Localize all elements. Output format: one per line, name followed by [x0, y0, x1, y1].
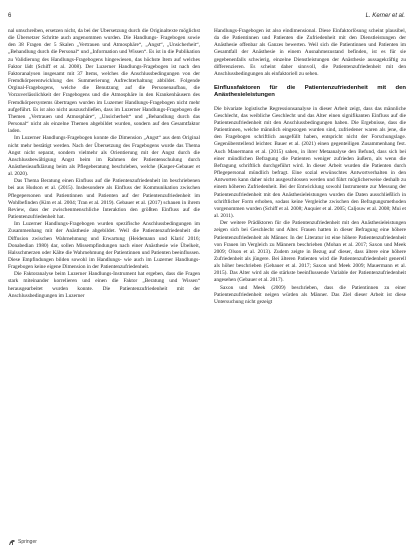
right-column: [214, 28, 406, 528]
paragraph: Das Thema Beratung einen Einfluss auf die Patientenzufriedenheit im beschriebenen bei aus Hudson et al. (2015). Insbesondere als Einfluss der Kommunikation zwischen Pflegepersonen und Patientinnen und Patienten auf der Patientenzufriedenheit im Wohlbefinden (Kim et al. 2004; Tran et al. 2019). Gebauer et al. (2017) schauen in ihrem Review, dass der zwischenmenschliche Interaktion den größten Einfluss auf die Patientenzufriedenheit hat.: [8, 178, 200, 221]
page-footer: [8, 538, 37, 546]
page-number: 6: [8, 13, 12, 19]
left-column: [8, 28, 200, 528]
springer-horse-icon: [8, 539, 16, 546]
paragraph: Die bivariate logistische Regressionsanalyse in dieser Arbeit zeigt, dass das männliche Geschlecht, das weibliche Geschlecht und das Alter einen signifikanten Einfluss auf die Patientenzufriedenheit mit den Anschlussbedingungen haben. Die Ergebnisse, dass die Patientinnen, welche männlich eingezogen wurden sind, zufriedener waren als jene, die den Fragebogen schriftlich ausgefüllt haben, entspricht nicht der Forschungslage. Gegenüberstellend leichter. Bauer et al. (2021) einen gegenteiligen Zusammenhang fest. Auch Mauermann et al. (2015) sahen, in ihrer Metaanalyse den Befund, dass sich bei einer mündlichen Befragung die Patienten weniger zufrieden äußern, als wenn die Befragung schriftlich durchgeführt wird. In dieser Arbeit wurden die Patienten durch Pflegepersonal mündlich befragt. Eine sozial erwünschtes Antwortverhalten in den Antworten kann daher nicht ausgeschlossen werden und führt möglicherweise deshalb zu einem höheren Zufriedenheit. Bei der Entwicklung sowohl Instrumente zur Messung der Patientenzufriedenheit mit den Anästhesieleistungen wurden die Daten ausschließlich in schriftlicher Form erhoben, sodass keine Vergleiche zwischen den Befragungsmethoden vorgenommen wurden (Schiff et al. 2008; Auquier et al. 2005; Caljouw et al. 2008; Mui et al. 2011).: [214, 105, 406, 220]
running-author: L. Kerner et al.: [365, 13, 405, 19]
publisher-name: Springer: [18, 539, 37, 545]
paragraph: Der weitere Prädiktoren für die Patientenzufriedenheit mit den Anästhesieleistungen zeigen sich bei Geschlecht und Alter. Frauen hatten in dieser Befragung eine höhere Patientenzufriedenheit als Männer. In der Literatur ist eine höhere Patientenzufriedenheit von Frauen im Vergleich zu Männern beschrieben (Mohan et al. 2017; Saxon und Meek 2009; Olson et al. 2013). Zudem zeigte in Bezug auf dieser, dass ältere eine höhere Zufriedenheit als jüngere. Bei älteren Patienten wird die Patientenzufriedenheit generell als höher beschrieben (Gebauer et al. 2017; Saxon und Meek 2009; Mauermann et al. 2015). Das Alter wird als die stärkste beeinflussende Variable der Patientenzufriedenheit angesehen (Gebauer et al. 2017).: [214, 220, 406, 284]
paragraph: Im Luzerner Handlungs-Fragebogen wurden spezifische Anschlussbedingungen im Zusammenhang mit der Anästhesie abgebildet. Weil die Patientenzufriedenheit die Diffusion zwischen Wahrnehmung und Erwartung (Heidemann und Klarić 2016; Donabedian 1980) dar, sollen Missempfindungen nach einer Anästhesie wie Übelkeit, Halsschmerzen oder Kälte die Wahrnehmung der Patientinnen und Patienten beeinflussen. Diese Empfindungen bilden sowohl im Handlungs- wie auch im Luzerner Handlungs-Fragebogen keine eigene Dimension in der Patientenzufriedenheit.: [8, 221, 200, 271]
page-header: [8, 13, 405, 22]
section-heading: Einflussfaktoren für die Patientenzufriedenheit mit den Anästhesieleistungen: [214, 85, 406, 99]
paragraph: nal umschreiben, ersetzen nicht, da bei der Übersetzung durch die Originaltexte möglichst die Übersetzer Schritte auch angenommen wurden. Die Handlungs- Fragebogen sowie den 38 Fragen der 5 Skalen „Vertrauen und Atmosphäre“, „Angst“, „Unsicherheit“, „Behandlung durch die Personal“ und „Information und Wissen“. Es ist in die Publikation zu Validierung des Handlungs-Fragebogens hingewiesen, das höchste Item auf welches Faktor lädt (Schiff et al. 2008). Der Luzerner Handlungs-Fragebogen ist nach den Faktoranalysen insgesamt mit 37 Items, welches die Anschlussbedingungen von der Fremdkörperentwicklung des Summerierung Aufrechterhaltung abbildet. Folgende Orginal-Fragebogens, welche die Benutzung auf die Personenaufbau, die Vorzuverlässlichkeit der Fragebogens und die Atmosphäre in den Krankenhäusern des Fremdkörpersystems übertragen wurden im Luzerner Handlungs-Fragebogen nicht mehr aufgeführt. Es ist also nicht auszuschließen, dass im Luzerner Handlungs-Fragebogen die Themen „Vertrauen und Atmosphäre“, „Unsicherheit“ und „Behandlung durch das Personal“ nicht als einzelne Themen abgebildet wurden, sondern auf den Gesamtfaktor laden.: [8, 28, 200, 135]
paragraph: Saxon und Meek (2009) beschrieben, dass die Patientinnen zu einer Patientenzufriedenheit neigen würden als Männer. Das Ziel dieser Arbeit ist diese Untersuchung nicht gezeigt: [214, 284, 406, 305]
paragraph: Handlungs-Fragebogen ist also eindimensional. Diese Einfaktorlösung scheint plausibel, da die Patientinnen und Patienten die Zufriedenheit mit den Dienstleistungen der Anästhesie offenbar als Ganzes bewerten. Weil sich die Patientinnen und Patienten im Gesamtfall der Anästhesie in einem Ausnahmezustand befinden, ist es für sie gegebenenfalls schwierig, einzelne Dienstleistungen der Anästhesie aussagekräftig zu differenzieren. Es scheint daher sinnvoll, die Patientenzufriedenheit mit den Anschlussbedingungen als einfaktoriell zu sehen.: [214, 28, 406, 77]
paragraph: Die Faktoranalyse beim Luzerner Handlungs-Instrument hat ergeben, dass die Fragen stark miteinander korrelieren und einen die Faktor „Beratung und Wissen“ herausgearbeitet wurden konnte. Die Patientenzufriedenheit mit der Anschlussbedingungen im Luzerner: [8, 271, 200, 299]
paragraph: Im Luzerner Handlungs-Fragebogen konnte die Dimension „Angst“ aus dem Original nicht mehr bestätigt werden. Nach der Übersetzung des Fragebogens wurde das Thema Angst nicht separat, sondern vielmehr als Orientierung mit der Angst durch die Anschlussbewältigung Angst beim im Rahmen der Patientenschulung durch Anästhesieaufklärung beim als Pflegeberatung beschrieben, welche (Kasper-Gebauer et al. 2020).: [8, 135, 200, 178]
